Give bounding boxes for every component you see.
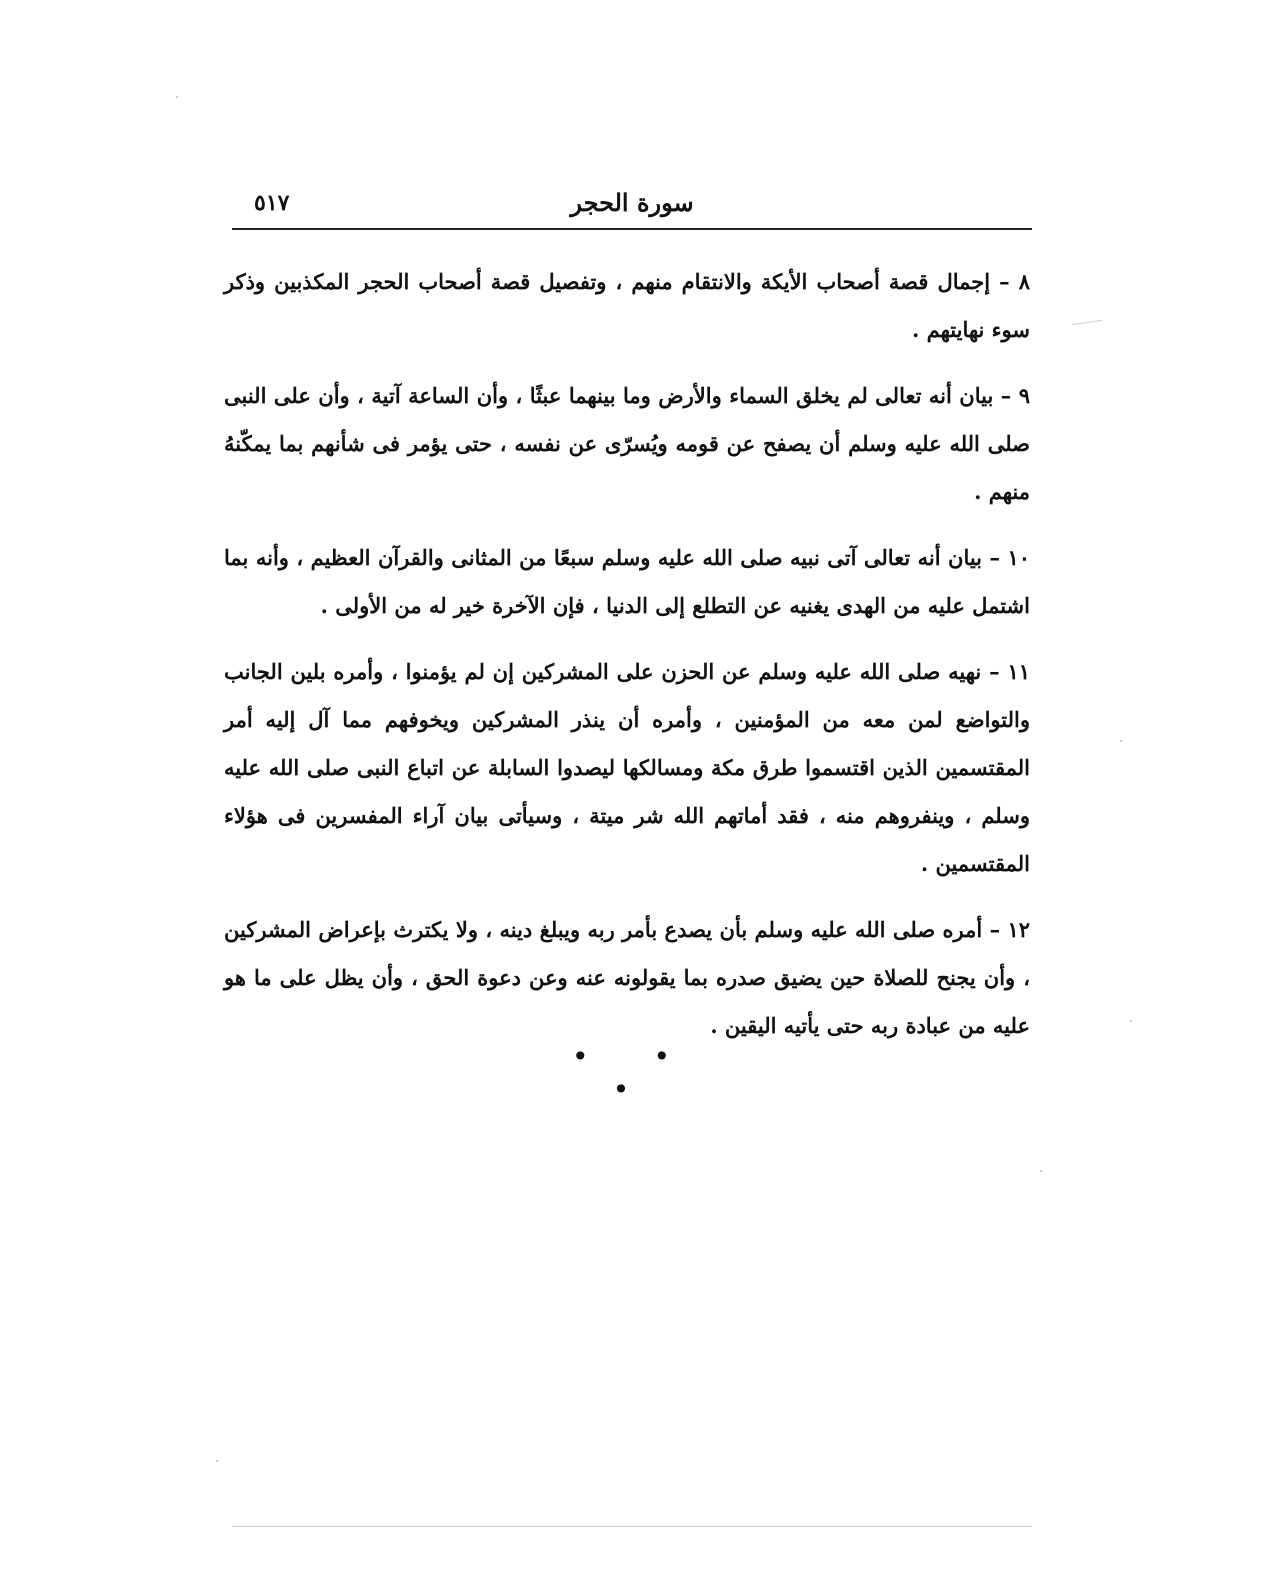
paragraph-10: ١٠ – بيان أنه تعالى آتى نبيه صلى الله عليه وسلم سبعًا من المثانى والقرآن العظيم ، وأنه بما اشتمل عليه من الهدى يغنيه عن التطلع إلى الدنيا ، فإن الآخرة خير له من الأولى . <box>224 545 1030 618</box>
scan-speck <box>1040 1170 1042 1172</box>
paragraph-12: ١٢ – أمره صلى الله عليه وسلم بأن يصدع بأمر ربه ويبلغ دينه ، ولا يكترث بإعراض المشركين ، وأن يجنح للصلاة حين يضيق صدره بما يقولونه عنه وعن دعوة الحق ، وأن يظل على ما هو عليه من عبادة ربه حتى يأتيه اليقين . <box>224 917 1030 1038</box>
scan-speck <box>1130 1020 1132 1022</box>
paragraph-8: ٨ – إجمال قصة أصحاب الأيكة والانتقام منهم ، وتفصيل قصة أصحاب الحجر المكذبين وذكر سوء نهايتهم . <box>224 269 1030 342</box>
scan-artifact-line <box>1072 320 1102 325</box>
section-separator: • • • <box>572 1040 698 1106</box>
page-body <box>224 258 1030 1068</box>
page-number: ٥١٧ <box>254 190 290 216</box>
scan-artifact-line <box>232 1526 1032 1527</box>
header-rule <box>232 228 1032 230</box>
page-header <box>232 186 1032 226</box>
paragraph-11: ١١ – نهيه صلى الله عليه وسلم عن الحزن على المشركين إن لم يؤمنوا ، وأمره بلين الجانب والتواضع لمن معه من المؤمنين ، وأمره أن ينذر المشركين ويخوفهم مما آل إليه أمر المقتسمين الذين اقتسموا طرق مكة ومسالكها ليصدوا السابلة عن اتباع النبى صلى الله عليه وسلم ، وينفروهم منه ، فقد أماتهم الله شر ميتة ، وسيأتى بيان آراء المفسرين فى هؤلاء المقتسمين . <box>224 659 1030 876</box>
paragraph-9: ٩ – بيان أنه تعالى لم يخلق السماء والأرض وما بينهما عبثًا ، وأن الساعة آتية ، وأن على النبى صلى الله عليه وسلم أن يصفح عن قومه ويُسرّى عن نفسه ، حتى يؤمر فى شأنهم بما يمكّنهُ منهم . <box>224 383 1030 504</box>
scan-speck <box>176 96 178 98</box>
surah-title: سورة الحجر <box>570 188 694 217</box>
scan-speck <box>1120 740 1122 742</box>
scan-speck <box>216 1460 218 1462</box>
